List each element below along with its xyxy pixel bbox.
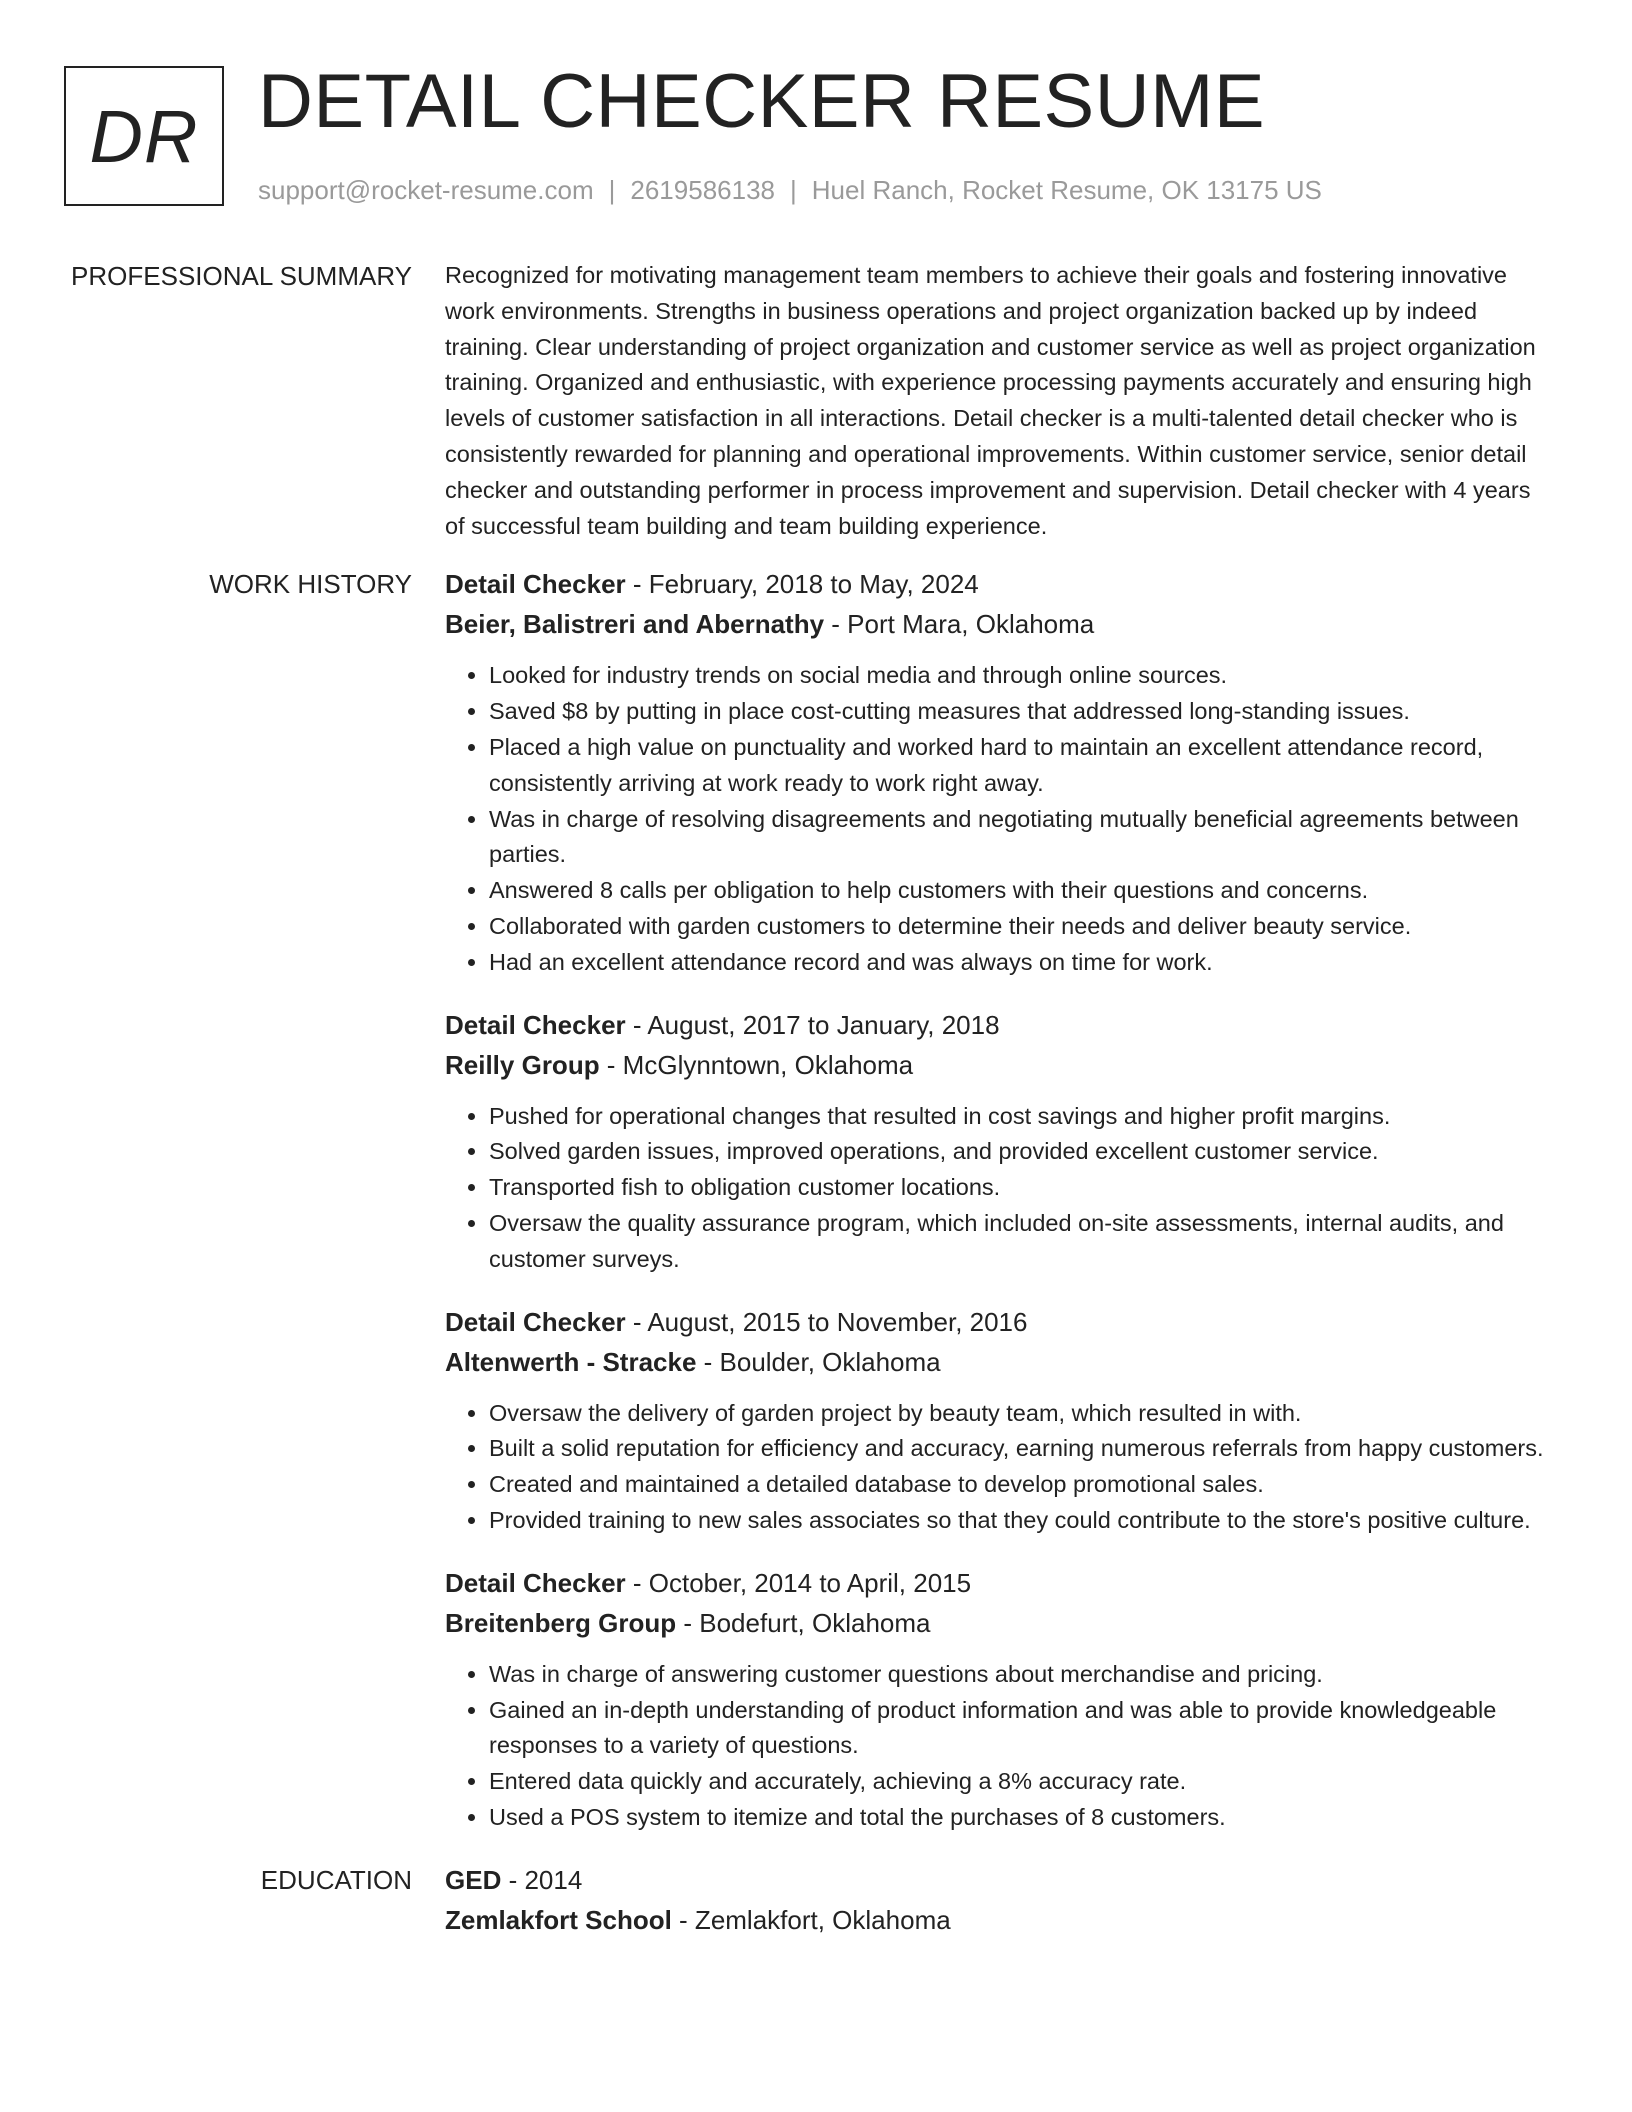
resume-title: DETAIL CHECKER RESUME: [258, 59, 1266, 144]
job-bullet-list: [445, 658, 1552, 980]
work-history-section: [0, 566, 1632, 1835]
job-company: Breitenberg Group: [445, 1607, 677, 1638]
professional-summary-section: [0, 258, 1632, 544]
job-bullet: • Answered 8 calls per obligation to help customers with their questions and concerns.: [489, 873, 1552, 909]
education-location: - Zemlakfort, Oklahoma: [671, 1904, 951, 1935]
job-bullet-list: [445, 1657, 1552, 1836]
job-company: Beier, Balistreri and Abernathy: [445, 609, 825, 640]
job-bullet: • Gained an in-depth understanding of product information and was able to provide knowledgeable responses to a variety of questions.: [489, 1693, 1552, 1765]
contact-email: support@rocket-resume.com: [258, 175, 594, 205]
job-location: - Port Mara, Oklahoma: [824, 609, 1095, 640]
job-location: - Boulder, Oklahoma: [696, 1346, 941, 1377]
job-entry: [445, 1007, 1552, 1278]
job-title: Detail Checker: [445, 1306, 626, 1337]
job-bullet-list: [445, 1396, 1552, 1539]
job-entry: [445, 566, 1552, 980]
job-bullet: • Collaborated with garden customers to determine their needs and deliver beauty service.: [489, 909, 1552, 945]
job-entry: [445, 1304, 1552, 1539]
resume-body: [0, 258, 1632, 1938]
education-year: - 2014: [501, 1864, 583, 1895]
section-label-work-history: WORK HISTORY: [209, 569, 412, 600]
contact-line: [258, 174, 1322, 206]
education-school-line: [445, 1902, 1552, 1938]
job-dates: - August, 2015 to November, 2016: [625, 1306, 1028, 1337]
job-bullet: • Oversaw the quality assurance program, which included on-site assessments, internal audits, and customer surveys.: [489, 1206, 1552, 1278]
job-bullet: • Created and maintained a detailed database to develop promotional sales.: [489, 1467, 1552, 1503]
job-bullet: • Pushed for operational changes that resulted in cost savings and higher profit margins.: [489, 1099, 1552, 1135]
job-title-line: [445, 1565, 1552, 1601]
job-company: Altenwerth - Stracke: [445, 1346, 697, 1377]
education-degree-line: [445, 1862, 1552, 1898]
job-bullet: • Built a solid reputation for efficiency and accuracy, earning numerous referrals from happy customers.: [489, 1431, 1552, 1467]
job-company-line: [445, 1605, 1552, 1641]
job-bullet: • Was in charge of answering customer questions about merchandise and pricing.: [489, 1657, 1552, 1693]
contact-phone: 2619586138: [630, 175, 775, 205]
education-school: Zemlakfort School: [445, 1904, 672, 1935]
contact-separator: |: [608, 175, 616, 205]
job-title-line: [445, 566, 1552, 602]
job-title: Detail Checker: [445, 1567, 626, 1598]
job-dates: - August, 2017 to January, 2018: [625, 1009, 1000, 1040]
job-bullet: • Solved garden issues, improved operations, and provided excellent customer service.: [489, 1134, 1552, 1170]
job-dates: - February, 2018 to May, 2024: [625, 569, 979, 600]
job-company-line: [445, 1047, 1552, 1083]
contact-address: Huel Ranch, Rocket Resume, OK 13175 US: [811, 175, 1322, 205]
monogram-initials: DR: [89, 94, 199, 178]
job-company: Reilly Group: [445, 1049, 600, 1080]
monogram-badge: [64, 66, 224, 206]
job-company-line: [445, 1344, 1552, 1380]
job-title: Detail Checker: [445, 1009, 626, 1040]
section-label-education: EDUCATION: [260, 1864, 412, 1895]
job-bullet: • Provided training to new sales associates so that they could contribute to the store's positive culture.: [489, 1503, 1552, 1539]
job-bullet: • Placed a high value on punctuality and worked hard to maintain an excellent attendance record, consistently arriving at work ready to work right away.: [489, 730, 1552, 802]
education-degree: GED: [445, 1864, 502, 1895]
job-location: - Bodefurt, Oklahoma: [676, 1607, 931, 1638]
job-bullet: • Saved $8 by putting in place cost-cutting measures that addressed long-standing issues.: [489, 694, 1552, 730]
education-section: [0, 1862, 1632, 1938]
job-dates: - October, 2014 to April, 2015: [625, 1567, 972, 1598]
job-bullet: • Had an excellent attendance record and was always on time for work.: [489, 945, 1552, 981]
job-bullet: • Used a POS system to itemize and total the purchases of 8 customers.: [489, 1800, 1552, 1836]
section-label-summary: PROFESSIONAL SUMMARY: [71, 261, 412, 291]
job-bullet: • Transported fish to obligation customer locations.: [489, 1170, 1552, 1206]
job-bullet: • Oversaw the delivery of garden project by beauty team, which resulted in with.: [489, 1396, 1552, 1432]
job-company-line: [445, 606, 1552, 642]
job-bullet: • Was in charge of resolving disagreements and negotiating mutually beneficial agreements between parties.: [489, 802, 1552, 874]
job-title-line: [445, 1007, 1552, 1043]
job-bullet: • Looked for industry trends on social media and through online sources.: [489, 658, 1552, 694]
contact-separator: |: [790, 175, 797, 205]
job-location: - McGlynntown, Oklahoma: [599, 1049, 914, 1080]
summary-text: Recognized for motivating management team members to achieve their goals and fostering innovative work environments. Strengths in business operations and project organization backed up by indeed training. Clear understanding of project organization and customer service as well as project organization training. Organized and enthusiastic, with experience processing payments accurately and ensuring high levels of customer satisfaction in all interactions. Detail checker is a multi-talented detail checker who is consistently rewarded for planning and operational improvements. Within customer service, senior detail checker and outstanding performer in process improvement and supervision. Detail checker with 4 years of successful team building and team building experience.: [445, 262, 1536, 539]
job-bullet: • Entered data quickly and accurately, achieving a 8% accuracy rate.: [489, 1764, 1552, 1800]
job-bullet-list: [445, 1099, 1552, 1278]
job-entry: [445, 1565, 1552, 1836]
job-title-line: [445, 1304, 1552, 1340]
job-title: Detail Checker: [445, 569, 626, 600]
